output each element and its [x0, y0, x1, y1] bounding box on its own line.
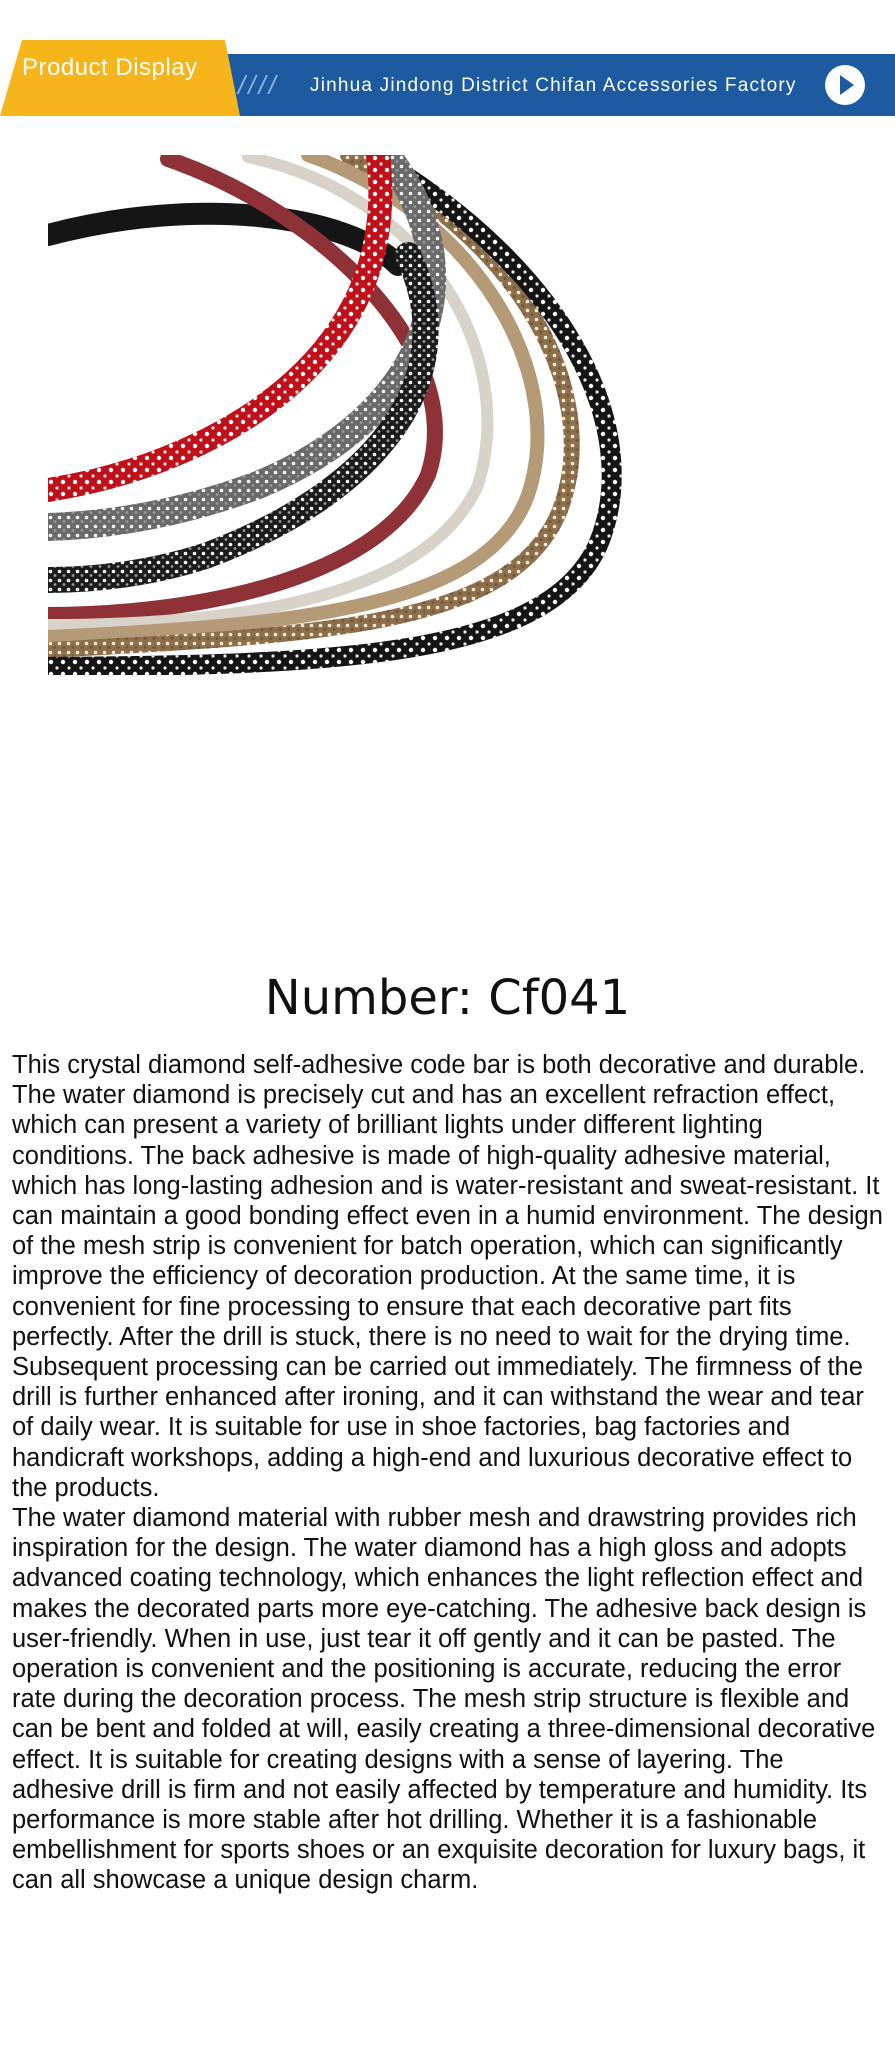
description-paragraph-1: This crystal diamond self-adhesive code bar is both decorative and durable. The water diamond is precisely cut and has an excellent refraction effect, which can present a variety of brilliant lights under different lighting conditions. The back adhesive is made of high-quality adhesive material, which has long-lasting adhesion and is water-resistant and sweat-resistant. It can maintain a good bonding effect even in a humid environment. The design of the mesh strip is convenient for batch operation, which can significantly improve the efficiency of decoration production. At the same time, it is convenient for fine processing to ensure that each decorative part fits perfectly. After the drill is stuck, there is no need to wait for the drying time. Subsequent processing can be carried out immediately. The firmness of the drill is further enhanced after ironing, and it can withstand the wear and tear of daily wear. It is suitable for use in shoe factories, bag factories and handicraft workshops, adding a high-end and luxurious decorative effect to the products. [12, 1051, 883, 1502]
play-circle-icon[interactable] [825, 65, 865, 105]
rhinestone-headbands-image [48, 155, 648, 675]
company-name: Jinhua Jindong District Chifan Accessories Factory [310, 75, 797, 96]
product-number-title: Number: Cf041 [264, 970, 631, 1026]
header-banner [0, 40, 895, 116]
banner-tab-label: Product Display [22, 54, 198, 81]
product-description [12, 1050, 888, 1896]
description-paragraph-2: The water diamond material with rubber mesh and drawstring provides rich inspiration for the design. The water diamond has a high gloss and adopts advanced coating technology, which enhances the light reflection effect and makes the decorated parts more eye-catching. The adhesive back design is user-friendly. When in use, just tear it off gently and it can be pasted. The operation is convenient and the positioning is accurate, reducing the error rate during the decoration process. The mesh strip structure is flexible and can be bent and folded at will, easily creating a three-dimensional decorative effect. It is suitable for creating designs with a sense of layering. The adhesive drill is firm and not easily affected by temperature and humidity. Its performance is more stable after hot drilling. Whether it is a fashionable embellishment for sports shoes or an exquisite decoration for luxury bags, it can all showcase a unique design charm. [12, 1504, 876, 1895]
banner-slashes: //// [238, 70, 279, 100]
